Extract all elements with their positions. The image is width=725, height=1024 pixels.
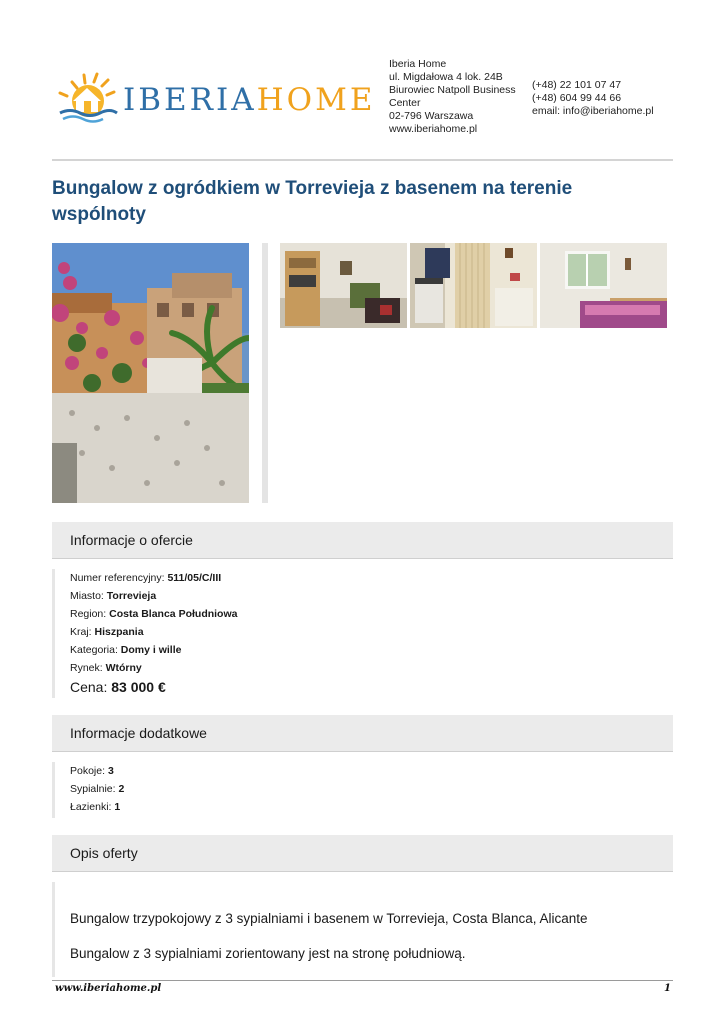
email[interactable]: email: info@iberiahome.pl [532,105,654,117]
price-label: Cena: [70,679,108,695]
field-label: Pokoje: [70,765,106,777]
field-bedrooms [70,780,673,798]
field-value: 2 [118,783,125,795]
additional-details [52,762,673,818]
address-building-cont: Center [389,97,421,109]
offer-details [52,569,673,698]
header-divider [52,159,673,161]
field-category [70,641,673,659]
field-label: Sypialnie: [70,783,116,795]
field-country [70,623,673,641]
field-value: Hiszpania [94,626,144,638]
field-value: Domy i wille [120,644,182,656]
footer-divider [52,980,673,981]
address-building: Biurowiec Natpoll Business [389,84,516,96]
field-reference [70,569,673,587]
field-value: Costa Blanca Południowa [109,608,238,620]
field-rooms [70,762,673,780]
logo-wordmark[interactable] [123,82,376,118]
field-bathrooms [70,798,673,816]
company-website[interactable]: www.iberiahome.pl [389,123,478,135]
field-value: 511/05/C/III [167,572,222,584]
logo-text-home: HOME [256,82,376,118]
field-label: Numer referencyjny: [70,572,165,584]
main-property-photo[interactable] [52,243,249,503]
field-label: Kategoria: [70,644,118,656]
field-label: Miasto: [70,590,104,602]
phone-2[interactable]: (+48) 604 99 44 66 [532,92,622,104]
field-value: Torrevieja [106,590,157,602]
section-description-heading: Opis oferty [52,835,673,871]
description-paragraph-2: Bungalow z 3 sypialniami zorientowany jest na stronę południową. [70,946,466,961]
page-number: 1 [664,983,671,994]
description-paragraph-1: Bungalow trzypokojowy z 3 sypialniami i basenem w Torrevieja, Costa Blanca, Alicante [70,911,588,926]
address-street: ul. Migdałowa 4 lok. 24B [389,71,503,83]
field-region [70,605,673,623]
company-address [389,58,529,136]
price-value: 83 000 € [111,679,166,695]
field-city [70,587,673,605]
section-offer-heading: Informacje o ofercie [52,522,673,558]
field-label: Łazienki: [70,801,112,813]
company-contact [532,79,654,118]
address-city: 02-796 Warszawa [389,110,474,122]
footer-website[interactable]: www.iberiahome.pl [55,983,162,994]
logo-text-iberia: IBERIA [123,82,257,118]
field-label: Region: [70,608,107,620]
field-value: Wtórny [105,662,142,674]
field-market [70,659,673,677]
thumbnail-bedroom[interactable] [540,243,667,328]
company-name: Iberia Home [389,58,447,70]
offer-description [52,882,673,977]
thumbnail-living-room[interactable] [280,243,407,328]
field-value: 3 [107,765,114,777]
field-label: Rynek: [70,662,103,674]
phone-1[interactable]: (+48) 22 101 07 47 [532,79,622,91]
section-additional-heading: Informacje dodatkowe [52,715,673,751]
price [70,677,673,697]
field-value: 1 [114,801,121,813]
listing-title: Bungalow z ogródkiem w Torrevieja z basenem na terenie wspólnoty [52,178,573,225]
field-label: Kraj: [70,626,92,638]
thumbnail-kitchen[interactable] [410,243,537,328]
photo-divider [262,243,268,503]
